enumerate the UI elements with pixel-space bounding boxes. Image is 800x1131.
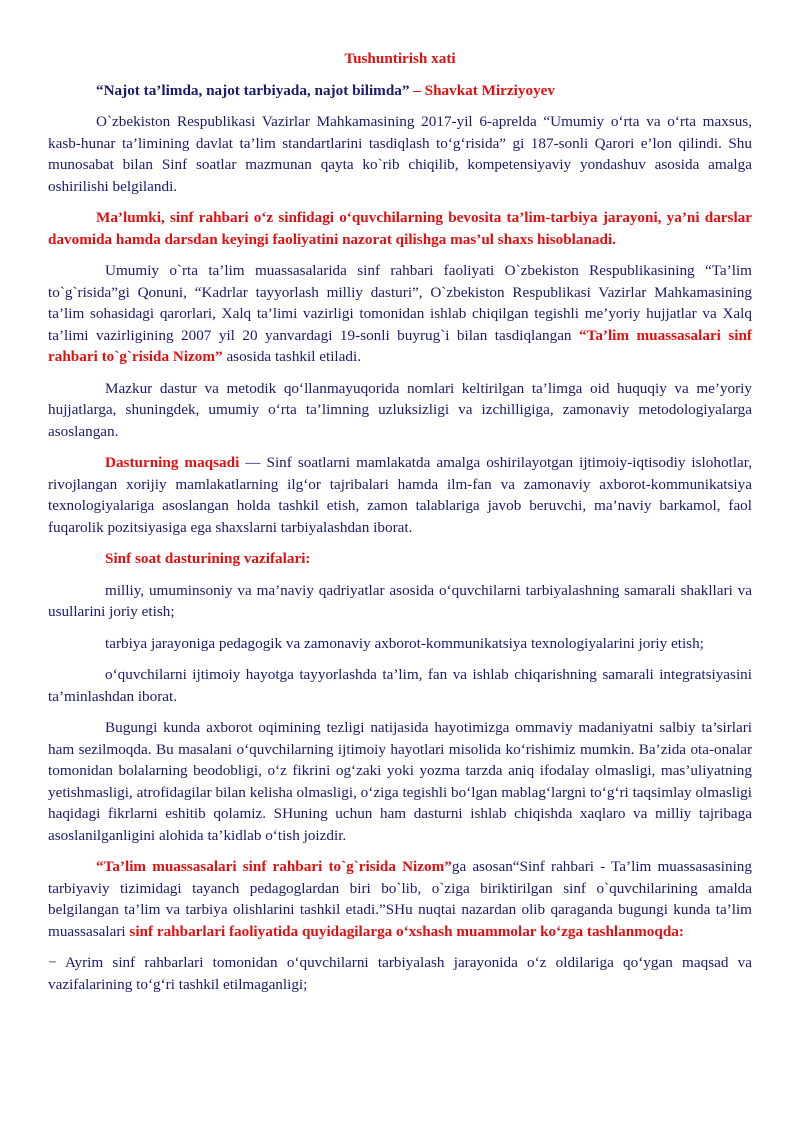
epigraph-author: – Shavkat Mirziyoyev (409, 81, 556, 99)
nizom-text: ga asosan“Sinf rahbari - Ta’lim muassasasining tarbiyaviy tizimidagi tayanch pedagoglardan biri bo`lib, o`ziga biriktirilgan sinf o`quvchilarining amalda belgilangan ta’lim va tarbiya olishlarini tashkil etadi.”SHu nuqtai nazardan olib qaraganda bugungi kunda ta’lim muassasalari (48, 858, 752, 940)
task-item: milliy, umuminsoniy va ma’naviy qadriyatlar asosida o‘quvchilarni tarbiyalashning samarali shakllari va usullarini joriy etish; (48, 581, 752, 620)
nizom-highlight: “Ta’lim muassasalari sinf rahbari to`g`risida Nizom” (96, 858, 452, 875)
paragraph-decree: O`zbekiston Respublikasi Vazirlar Mahkamasining 2017-yil 6-aprelda “Umumiy o‘rta va o‘rta maxsus, kasb-hunar ta’limining davlat ta’lim standartlarini tasdiqlash to‘g‘risida” gi 187-sonli Qarori e’lon qilindi. Shu munosabat bilan Sinf soatlar mazmunan qayta ko`rib chiqilib, kompetensiyaviy yondashuv asosida amalga oshirilishi belgilandi. (48, 113, 752, 195)
paragraph-nizom (48, 856, 752, 942)
tasks-heading: Sinf soat dasturining vazifalari: (105, 550, 311, 567)
legal-basis-text: Umumiy o`rta ta’lim muassasalarida sinf rahbari faoliyati O`zbekiston Respublikasining “Ta’lim to`g`risida”gi Qonuni, “Kadrlar tayyorlash milliy dasturi”, O`zbekiston Respublikasi Vazirlar Mahkamasining ta’lim sohasidagi qarorlari, Xalq ta’limi vazirligi tomonidan ishlab chiqilgan tegishli me’yoriy hujjatlar va Xalq ta’limi vazirligining 2007 yil 20 yanvardagi 19-sonli buyrug`i bilan tasdiqlangan (48, 262, 752, 344)
task-item: tarbiya jarayoniga pedagogik va zamonaviy axborot-kommunikatsiya texnologiyalarini joriy etish; (105, 634, 704, 652)
program-goal-label: Dasturning maqsadi (105, 454, 240, 471)
paragraph-legal-basis (48, 260, 752, 368)
problems-highlight: sinf rahbarlari faoliyatida quyidagilarga o‘xshash muammolar ko‘zga tashlanmoqda: (129, 922, 684, 940)
program-goal-text: — Sinf soatlarni mamlakatda amalga oshirilayotgan ijtimoiy-iqtisodiy islohotlar, rivojlangan xorijiy mamlakatlarning ilg‘or tajribalari hamda ilm-fan va zamonaviy axborot-kommunikatsiya texnologiyalariga asoslangan holda tashkil etish, zamon talablariga javob beruvchi, ma’naviy barkamol, faol fuqarolik pozitsiyasiga ega shaxslarni tarbiyalashdan iborat. (48, 454, 752, 536)
epigraph-text: “Najot ta’limda, najot tarbiyada, najot bilimda” (96, 81, 410, 99)
epigraph (48, 80, 752, 102)
task-item: o‘quvchilarni ijtimoiy hayotga tayyorlashda ta’lim, fan va ishlab chiqarishning samarali integratsiyasini ta’minlashdan iborat. (48, 666, 752, 705)
paragraph-class-teacher-definition: Ma’lumki, sinf rahbari o‘z sinfidagi o‘quvchilarning bevosita ta’lim-tarbiya jarayoni, ya’ni darslar davomida hamda darsdan keyingi faoliyatini nazorat qilishga mas’ul shaxs hisoblanadi. (48, 209, 752, 248)
nizom-highlight: “Ta’lim muassasalari sinf rahbari to`g`risida Nizom” (48, 326, 752, 365)
paragraph-mass-culture: Bugungi kunda axborot oqimining tezligi natijasida hayotimizga ommaviy madaniyatni salbiy ta’sirlari ham sezilmoqda. Bu masalani o‘quvchilarning ijtimoiy hayotlari misolida ko‘rishimiz mumkin. Ba’zida ota-onalar tomonidan bolalarning beodobligi, o‘z fikrini og‘zaki yoki yozma tarzda aniq ifodalay olmasligi, mas’uliyatning yetishmasligi, atrofidagilar bilan kelisha olmasligi, o‘ziga tegishli bo‘lgan mablag‘largni to‘g‘ri taqsimlay olmasligi haqidagi fikrlarni eshitib qolamiz. SHuning uchun ham dasturni ishlab chiqishda xaqlaro va milliy tajribaga asoslanilganligini alohida ta’kidlab o‘tish joizdir. (48, 719, 752, 844)
paragraph-methodology: Mazkur dastur va metodik qo‘llanmayuqorida nomlari keltirilgan ta’limga oid huquqiy va me’yoriy hujjatlarga, shuningdek, umumiy o‘rta ta’limning uzluksizligi va izchilligiga, zamonaviy metodologiyalarga asoslangan. (48, 379, 752, 440)
legal-basis-tail: asosida tashkil etiladi. (222, 348, 361, 365)
paragraph-program-goal (48, 452, 752, 538)
document-title: Tushuntirish xati (344, 50, 456, 67)
problem-item: − Ayrim sinf rahbarlari tomonidan o‘quvchilarni tarbiyalash jarayonida o‘z oldilariga qo‘ygan maqsad va vazifalarining to‘g‘ri tashkil etilmaganligi; (48, 954, 752, 993)
